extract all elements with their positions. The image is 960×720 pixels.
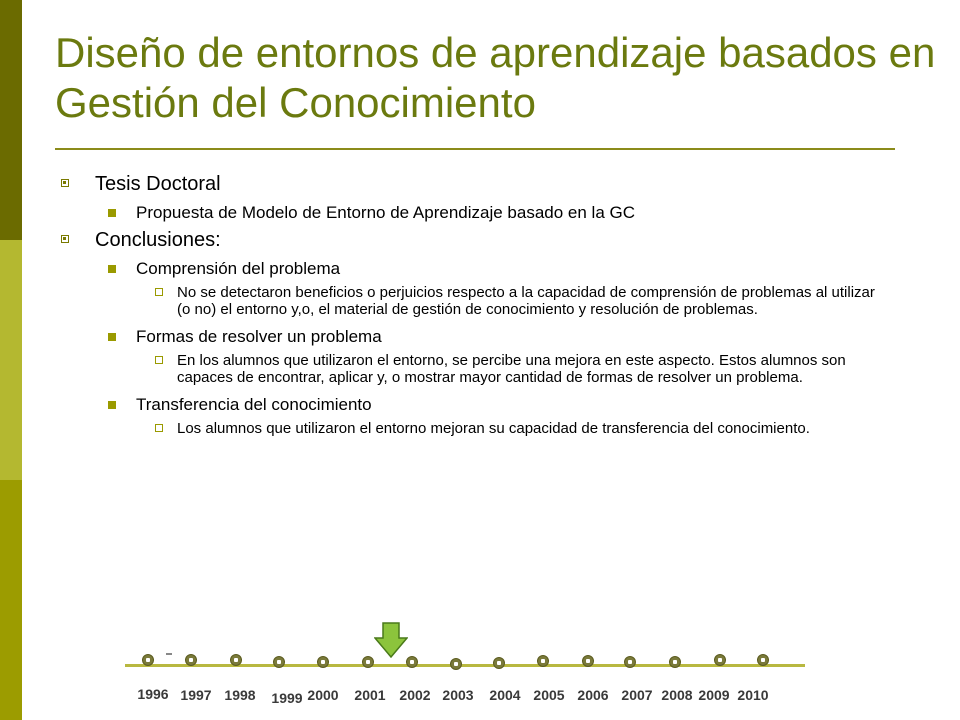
detail-text: Los alumnos que utilizaron el entorno mejoran su capacidad de transferencia del conocimiento.: [177, 420, 810, 437]
timeline-node-icon: [714, 654, 726, 666]
timeline-axis: [125, 664, 805, 667]
bullet-propuesta: [136, 202, 960, 224]
slide-content: [0, 168, 960, 437]
slide-title: Diseño de entornos de aprendizaje basados en Gestión del Conocimiento: [55, 29, 936, 126]
bullet-comprension: [136, 258, 960, 280]
timeline-node-icon: [757, 654, 769, 666]
detail-text: No se detectaron beneficios o perjuicios respecto a la capacidad de comprensión de problemas al utilizar (o no) el entorno y,o, el material de gestión de conocimiento y resolución de problemas.: [177, 284, 875, 318]
bullet-conclusiones: [95, 226, 960, 254]
timeline-node-icon: [317, 656, 329, 668]
timeline-node-icon: [624, 656, 636, 668]
timeline-year-label: 2009: [698, 687, 730, 703]
timeline-year-label: 2004: [489, 687, 521, 703]
bullet-text: Comprensión del problema: [136, 259, 341, 278]
timeline-node-icon: [582, 655, 594, 667]
timeline-year-label: 2000: [307, 687, 339, 703]
filled-square-bullet-icon: [108, 333, 116, 341]
timeline-node-icon: [537, 655, 549, 667]
down-arrow-icon: [374, 622, 408, 658]
small-hollow-square-bullet-icon: [155, 356, 163, 364]
timeline-year-label: 2008: [661, 687, 693, 703]
timeline-node-icon: [493, 657, 505, 669]
timeline-year-label: 1998: [224, 687, 256, 703]
detail-transferencia: [177, 420, 877, 437]
timeline-node-icon: [362, 656, 374, 668]
timeline-node-icon: [450, 658, 462, 670]
hollow-square-bullet-icon: [61, 235, 69, 243]
timeline-year-label: 2006: [577, 687, 609, 703]
timeline-year-label: 2005: [533, 687, 565, 703]
filled-square-bullet-icon: [108, 401, 116, 409]
timeline-year-label: 2001: [354, 687, 386, 703]
detail-formas: [177, 352, 877, 386]
bullet-text: Conclusiones:: [95, 229, 221, 251]
timeline-node-icon: [406, 656, 418, 668]
hollow-square-bullet-icon: [61, 179, 69, 187]
small-hollow-square-bullet-icon: [155, 424, 163, 432]
timeline-node-icon: [142, 654, 154, 666]
bullet-text: Transferencia del conocimiento: [136, 395, 372, 414]
timeline-node-icon: [273, 656, 285, 668]
timeline-year-label: 1996: [137, 686, 169, 702]
timeline-node-icon: [669, 656, 681, 668]
timeline-year-label: 2007: [621, 687, 653, 703]
timeline-year-label: 2002: [399, 687, 431, 703]
bullet-tesis-doctoral: [95, 170, 960, 198]
timeline-dash: [166, 653, 172, 655]
timeline-year-label: 1997: [180, 687, 212, 703]
bullet-text: Tesis Doctoral: [95, 173, 221, 195]
detail-comprension: [177, 284, 877, 318]
filled-square-bullet-icon: [108, 265, 116, 273]
bullet-text: Propuesta de Modelo de Entorno de Aprendizaje basado en la GC: [136, 203, 636, 222]
bullet-transferencia: [136, 394, 960, 416]
timeline-node-icon: [230, 654, 242, 666]
bullet-formas: [136, 326, 960, 348]
detail-text: En los alumnos que utilizaron el entorno, se percibe una mejora en este aspecto. Estos alumnos son capaces de encontrar, aplicar y, o mostrar mayor cantidad de formas de resolver un problema.: [177, 352, 846, 386]
timeline-year-label: 2003: [442, 687, 474, 703]
title-underline: [55, 148, 895, 150]
small-hollow-square-bullet-icon: [155, 288, 163, 296]
timeline-year-label: 2010: [737, 687, 769, 703]
timeline-year-label: 1999: [271, 690, 303, 706]
year-timeline: [0, 600, 960, 720]
bullet-text: Formas de resolver un problema: [136, 327, 382, 346]
filled-square-bullet-icon: [108, 209, 116, 217]
timeline-node-icon: [185, 654, 197, 666]
